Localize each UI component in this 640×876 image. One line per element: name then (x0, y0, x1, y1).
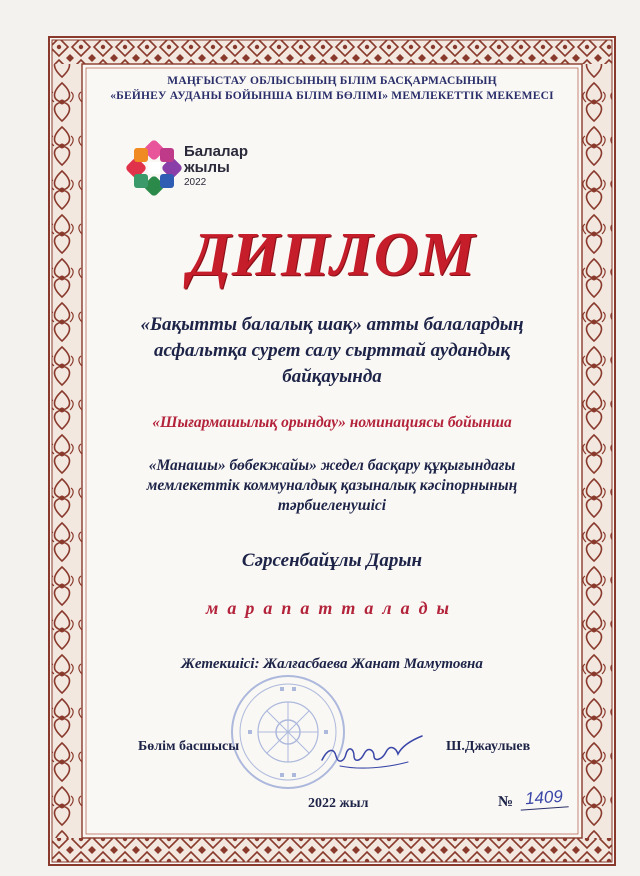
contest-line: байқауында (282, 366, 382, 387)
head-of-department-name: Ш.Джаулыев (446, 739, 531, 754)
flower-mosaic-logo-icon (126, 140, 182, 196)
contest-line: асфальтқа сурет салу сырттай аудандық (153, 340, 511, 361)
logo-title-line-1: Балалар (184, 143, 249, 160)
logo-title-line-2: жылы (184, 159, 230, 176)
awarded-text: марапатталады (206, 598, 458, 618)
contest-line: «Бақытты балалық шақ» атты балалардың (140, 314, 524, 335)
issuer-line-2: «БЕЙНЕУ АУДАНЫ БОЙЫНША БІЛІМ БӨЛІМІ» МЕМЛЕКЕТТІК МЕКЕМЕСІ (110, 90, 554, 102)
organization-description (88, 456, 576, 516)
balalar-jyly-logo (126, 140, 276, 206)
logo-year: 2022 (184, 177, 207, 188)
diploma-title: ДИПЛОМ (188, 221, 476, 289)
nomination: «Шығармашылық орындау» номинациясы бойынша (152, 414, 512, 431)
recipient-name: Сәрсенбайұлы Дарын (241, 550, 423, 571)
diploma-sheet (48, 36, 616, 866)
head-of-department-label: Бөлім басшысы (138, 739, 240, 754)
issuer-line-1: МАҢҒЫСТАУ ОБЛЫСЫНЫҢ БІЛІМ БАСҚАРМАСЫНЫҢ (167, 75, 497, 87)
organization-line: мемлекеттік коммуналдық қазыналық кәсіпорнының (146, 477, 518, 494)
organization-line: «Манашы» бөбекжайы» жедел басқару құқығындағы (148, 457, 516, 474)
document-number: 1409 (519, 786, 568, 810)
document-number-label: № (498, 794, 514, 810)
mentor-line: Жетекшісі: Жалғасбаева Жанат Мамутовна (181, 656, 483, 672)
handwritten-signature (316, 726, 426, 776)
issue-year: 2022 жыл (308, 796, 369, 811)
organization-line: тәрбиеленушісі (277, 497, 387, 514)
contest-description (108, 312, 556, 390)
